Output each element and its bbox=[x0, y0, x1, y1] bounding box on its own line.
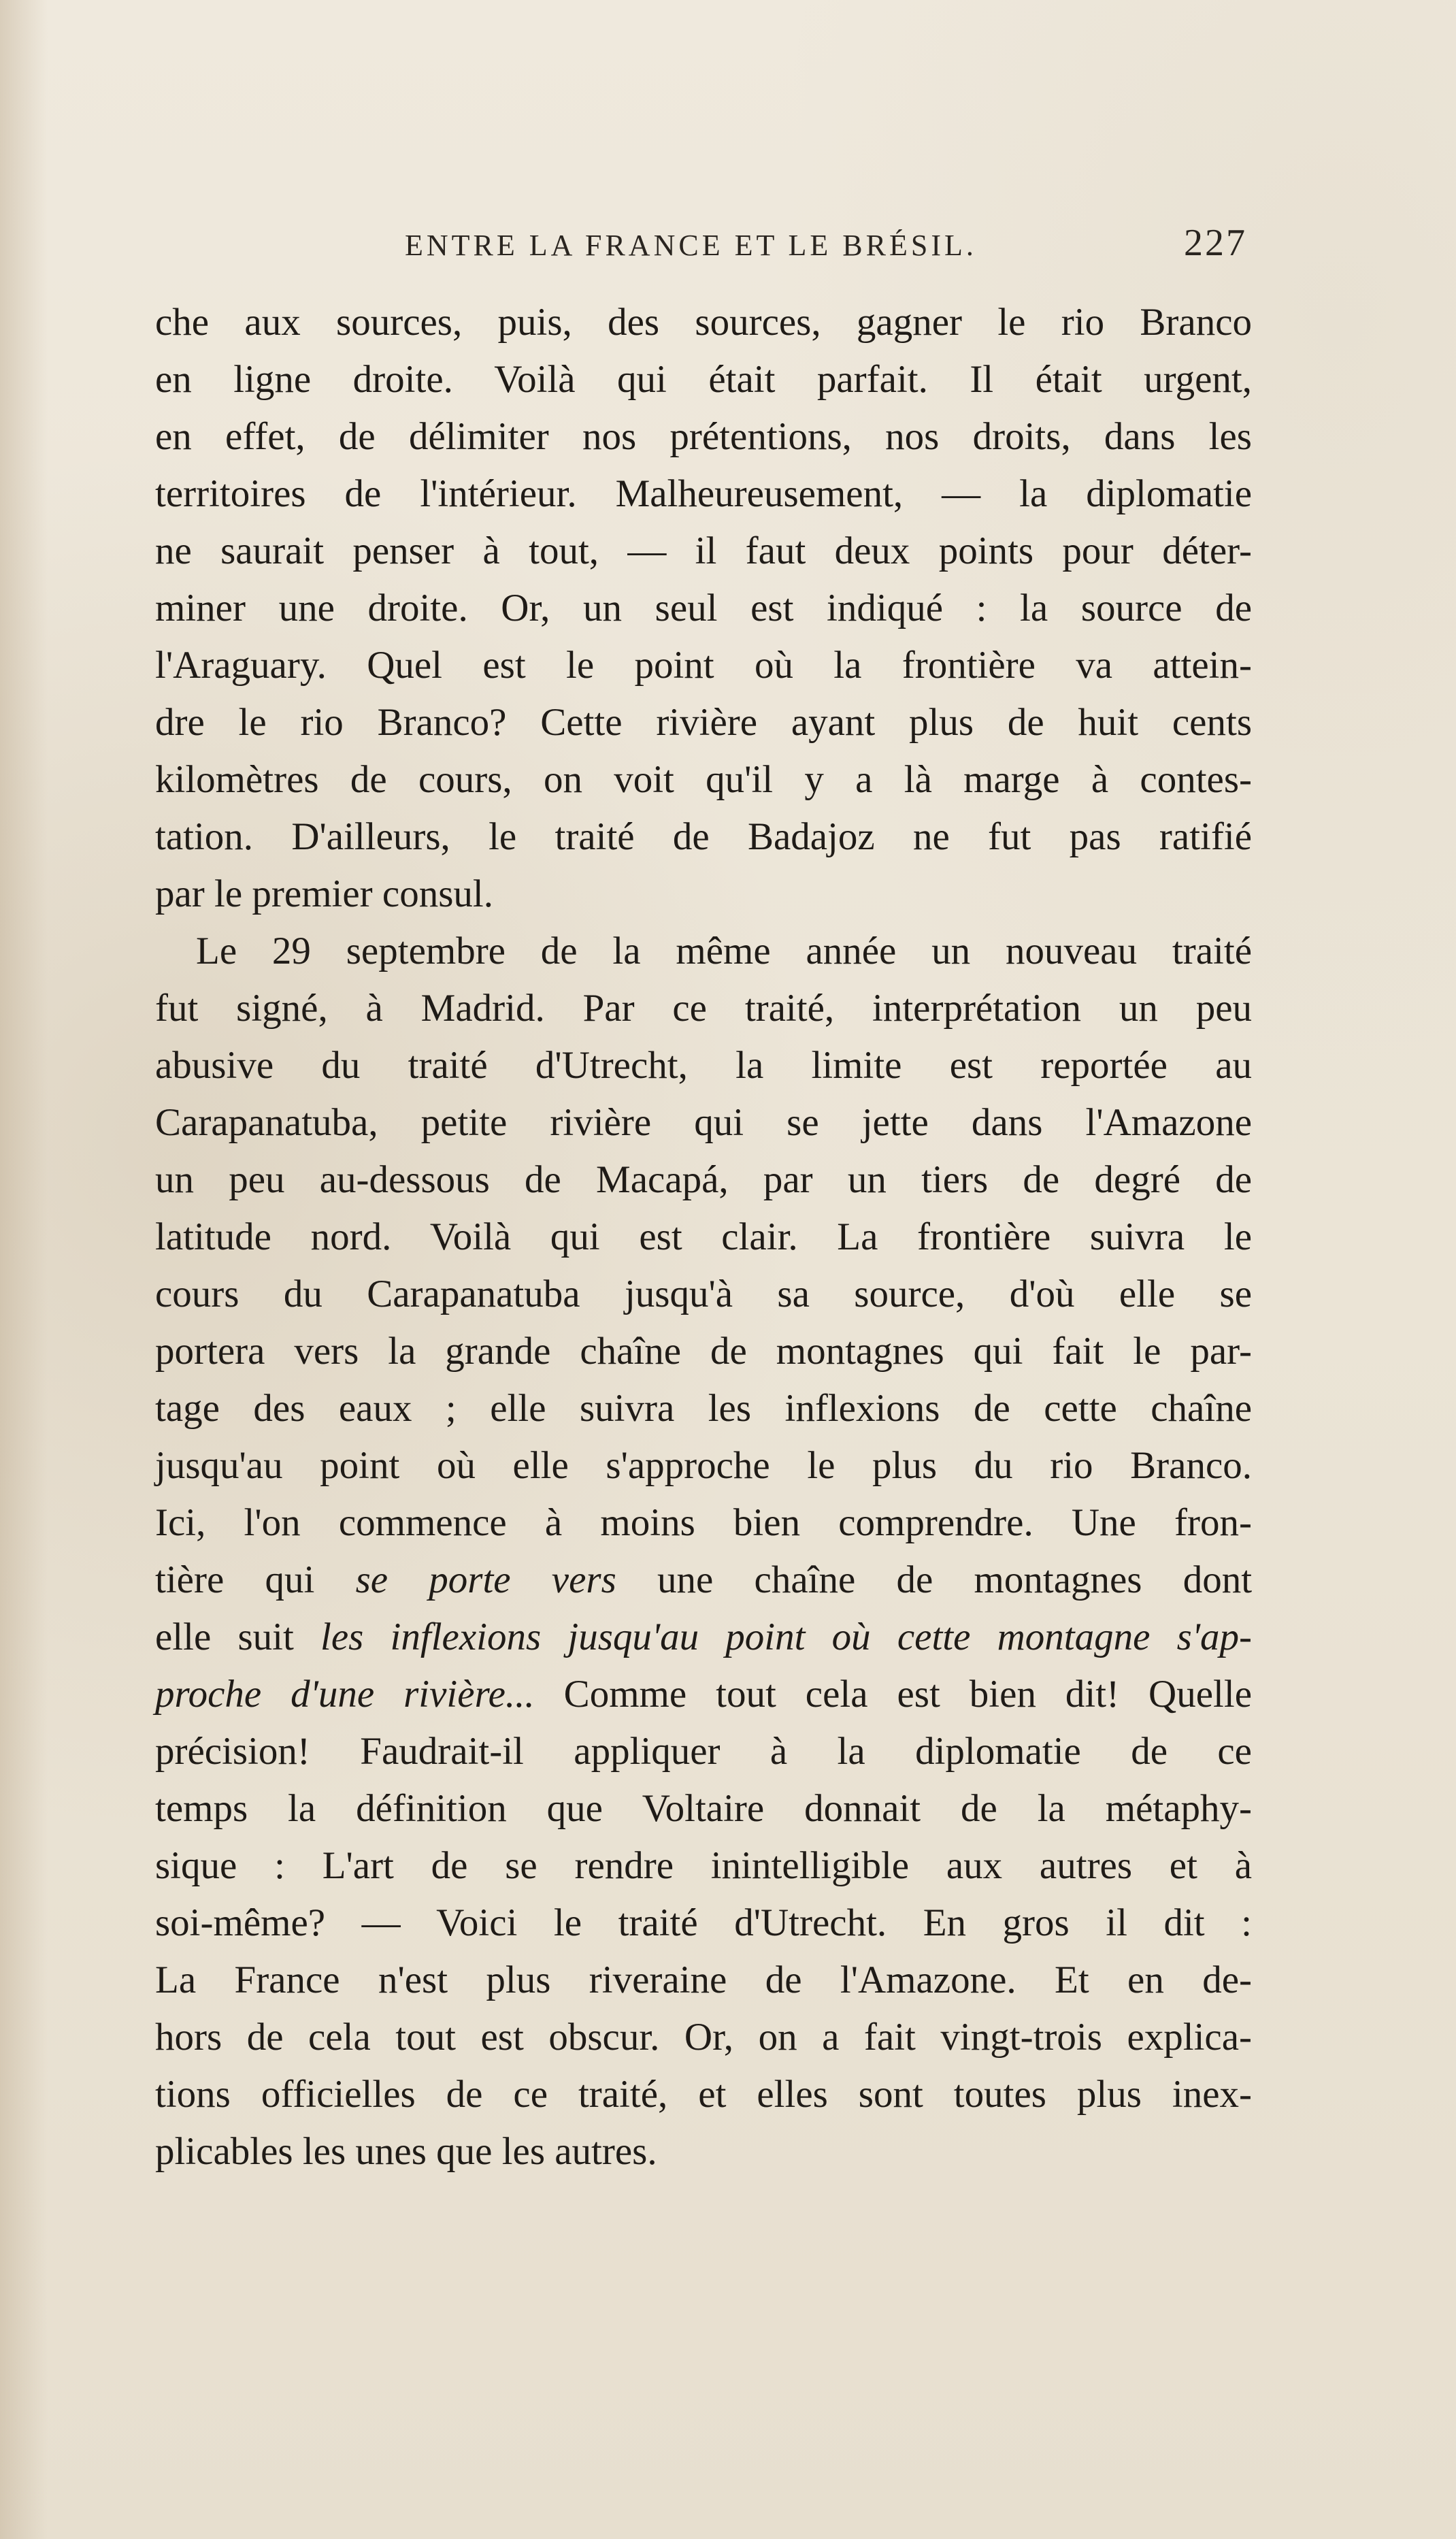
mixed-text-line bbox=[155, 1666, 1252, 1723]
text-line: précision! Faudrait-il appliquer à la diplomatie de ce bbox=[155, 1730, 1252, 1773]
text-line: en effet, de délimiter nos prétentions, nos droits, dans les bbox=[155, 415, 1252, 458]
text-line: cours du Carapanatuba jusqu'à sa source, d'où elle se bbox=[155, 1273, 1252, 1315]
text-line: abusive du traité d'Utrecht, la limite est reportée au bbox=[155, 1044, 1252, 1087]
text-segment: tière qui bbox=[155, 1558, 315, 1601]
body-text bbox=[155, 294, 1252, 2180]
text-line: miner une droite. Or, un seul est indiqué : la source de bbox=[155, 587, 1252, 629]
text-line: Carapanatuba, petite rivière qui se jette dans l'Amazone bbox=[155, 1101, 1252, 1144]
text-segment: une chaîne de montagnes dont bbox=[657, 1558, 1253, 1601]
text-line: l'Araguary. Quel est le point où la frontière va attein- bbox=[155, 644, 1252, 687]
text-line: hors de cela tout est obscur. Or, on a fait vingt-trois explica- bbox=[155, 2016, 1252, 2059]
page-number: 227 bbox=[1184, 222, 1247, 264]
text-line: fut signé, à Madrid. Par ce traité, interprétation un peu bbox=[155, 987, 1252, 1030]
text-line: portera vers la grande chaîne de montagnes qui fait le par- bbox=[155, 1330, 1252, 1373]
text-segment: Comme tout cela est bien dit! Quelle bbox=[563, 1673, 1252, 1716]
text-line: La France n'est plus riveraine de l'Amazone. Et en de- bbox=[155, 1959, 1252, 2001]
italic-segment: proche d'une rivière... bbox=[155, 1673, 535, 1716]
running-head: ENTRE LA FRANCE ET LE BRÉSIL. bbox=[405, 229, 977, 262]
text-line: kilomètres de cours, on voit qu'il y a là marge à contes- bbox=[155, 758, 1252, 801]
text-line: Ici, l'on commence à moins bien comprendre. Une fron- bbox=[155, 1501, 1252, 1544]
text-line: ne saurait penser à tout, — il faut deux points pour déter- bbox=[155, 529, 1252, 572]
text-line: tation. D'ailleurs, le traité de Badajoz ne fut pas ratifié bbox=[155, 815, 1252, 858]
mixed-text-line bbox=[155, 1552, 1252, 1609]
paragraph-end-line: par le premier consul. bbox=[155, 872, 493, 915]
paragraph-start-line: Le 29 septembre de la même année un nouveau traité bbox=[196, 930, 1252, 972]
italic-segment: les inflexions jusqu'au point où cette montagne s'ap- bbox=[320, 1616, 1252, 1658]
text-line: tage des eaux ; elle suivra les inflexions de cette chaîne bbox=[155, 1387, 1252, 1430]
text-line: dre le rio Branco? Cette rivière ayant plus de huit cents bbox=[155, 701, 1252, 744]
text-line: temps la définition que Voltaire donnait de la métaphy- bbox=[155, 1787, 1252, 1830]
text-line: jusqu'au point où elle s'approche le plus du rio Branco. bbox=[155, 1444, 1252, 1487]
paragraph-end-line: plicables les unes que les autres. bbox=[155, 2130, 657, 2173]
text-line: latitude nord. Voilà qui est clair. La frontière suivra le bbox=[155, 1215, 1252, 1258]
mixed-text-line bbox=[155, 1609, 1252, 1666]
text-line: territoires de l'intérieur. Malheureusement, — la diplomatie bbox=[155, 472, 1252, 515]
text-line: soi-même? — Voici le traité d'Utrecht. En gros il dit : bbox=[155, 1901, 1252, 1944]
text-line: tions officielles de ce traité, et elles sont toutes plus inex- bbox=[155, 2073, 1252, 2116]
text-line: un peu au-dessous de Macapá, par un tiers de degré de bbox=[155, 1158, 1252, 1201]
text-segment: elle suit bbox=[155, 1616, 294, 1658]
text-line: sique : L'art de se rendre inintelligible aux autres et à bbox=[155, 1844, 1252, 1887]
text-line: en ligne droite. Voilà qui était parfait. Il était urgent, bbox=[155, 358, 1252, 401]
italic-segment: se porte vers bbox=[355, 1558, 616, 1601]
text-line: che aux sources, puis, des sources, gagner le rio Branco bbox=[155, 301, 1252, 344]
